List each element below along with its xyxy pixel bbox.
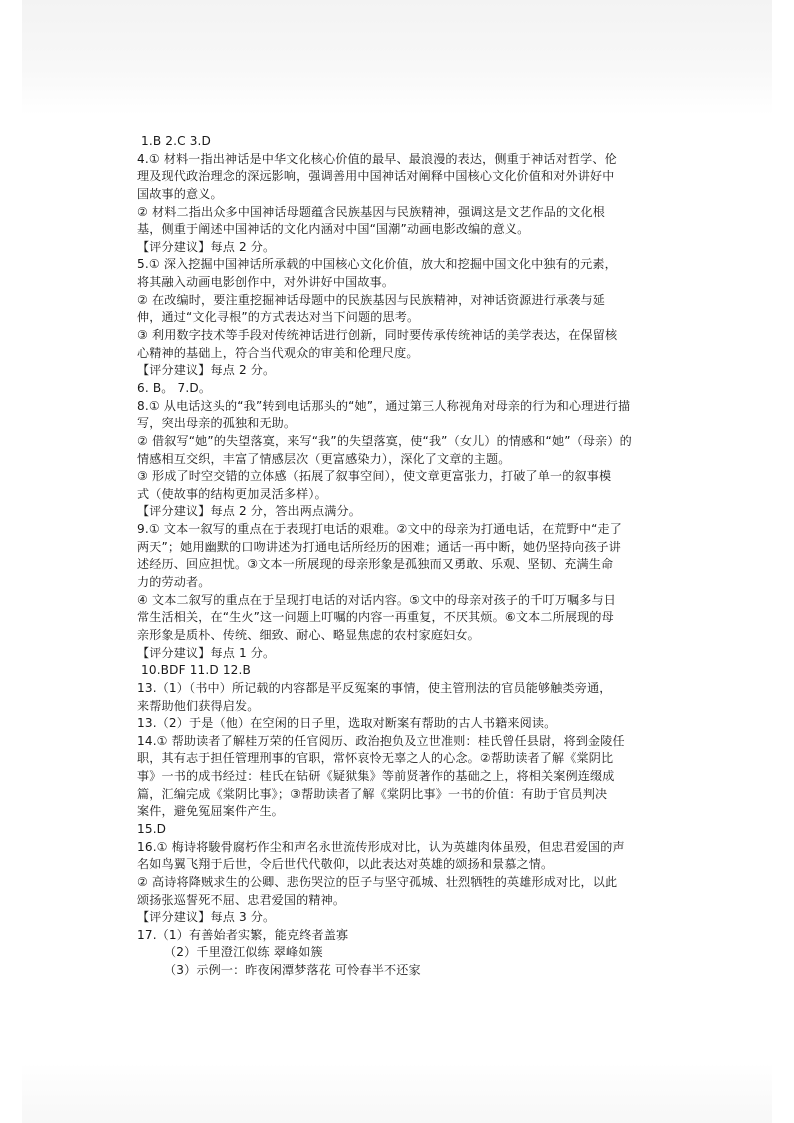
- answers-1-3: 1.B 2.C 3.D: [141, 134, 212, 148]
- answer-13-line: 来帮助他们获得启发。: [137, 698, 260, 713]
- scoring-note: 【评分建议】每点 2 分。: [137, 363, 276, 378]
- answer-9-line: 亲形象是质朴、传统、细致、耐心、略显焦虑的农村家庭妇女。: [137, 627, 480, 642]
- answer-5-line: ③ 利用数字技术等手段对传统神话进行创新，同时要传承传统神话的美学表达，在保留核: [137, 328, 618, 343]
- answer-9-line: ④ 文本二叙写的重点在于呈现打电话的对话内容。⑤文中的母亲对孩子的千叮万嘱多与日: [137, 592, 616, 607]
- scan-shading-top: [22, 0, 772, 115]
- answer-16-line: 16.① 梅诗将駿骨腐朽作尘和声名永世流传形成对比，认为英雄肉体虽殁，但忠君爱国的声: [137, 839, 625, 854]
- answer-8-line: 8.① 从电话这头的“我”转到电话那头的“她”，通过第三人称视角对母亲的行为和心理进行描: [137, 398, 631, 413]
- answer-5-line: ② 在改编时，要注重挖掘神话母题中的民族基因与民族精神，对神话资源进行承袭与延: [137, 292, 606, 307]
- answers-10-12: 10.BDF 11.D 12.B: [141, 663, 251, 678]
- scoring-note: 【评分建议】每点 1 分。: [137, 645, 276, 660]
- answer-16-line: 名如鸟翼飞翔于后世，令后世代代敬仰，以此表达对英雄的颂扬和景慕之情。: [137, 857, 554, 872]
- scan-shading-bottom: [22, 1063, 772, 1123]
- answer-5-line: 将其融入动画电影创作中，对外讲好中国故事。: [137, 275, 395, 290]
- answer-8-line: 式（使故事的结构更加灵活多样）。: [137, 486, 327, 501]
- answer-4-line: 理及现代政治理念的深远影响，强调善用中国神话对阐释中国核心文化价值和对外讲好中: [137, 169, 615, 184]
- answer-17-line: （2）千里澄江似练 翠峰如簇: [164, 945, 323, 960]
- answer-14-line: 篇，汇编完成《棠阴比事》；③帮助读者了解《棠阴比事》一书的价值：有助于官员判决: [137, 786, 608, 801]
- answer-9-line: 常生活相关，在“生火”这一问题上叮嘱的内容一再重复，不厌其烦。⑥文本二所展现的母: [137, 610, 614, 625]
- answer-9-line: 9.① 文本一叙写的重点在于表现打电话的艰难。②文中的母亲为打通电话，在荒野中“走了: [137, 522, 623, 537]
- answer-9-line: 两天”；她用幽默的口吻讲述为打通电话所经历的困难；通话一再中断，她仍坚持向孩子讲: [137, 539, 621, 554]
- answer-4-line: 4.① 材料一指出神话是中华文化核心价值的最早、最浪漫的表达，侧重于神话对哲学、伦: [137, 151, 617, 166]
- scoring-note: 【评分建议】每点 2 分，答出两点满分。: [137, 504, 361, 519]
- answer-8-line: 写，突出母亲的孤独和无助。: [137, 416, 297, 431]
- answer-14-line: 14.① 帮助读者了解桂万荣的任官阅历、政治抱负及立世准则：桂氏曾任县尉，将到金陵任: [137, 733, 625, 748]
- answer-13-line: 13.（1）（书中）所记载的内容都是平反冤案的事情，使主管刑法的官员能够触类旁通，: [137, 680, 612, 695]
- answers-6-7: 6. B。 7.D。: [137, 380, 212, 395]
- answer-9-line: 述经历、回应担忧。③文本一所展现的母亲形象是孤独而又勇敢、乐观、坚韧、充满生命: [137, 557, 614, 572]
- answer-5-line: 5.① 深入挖掘中国神话所承载的中国核心文化价值，放大和挖掘中国文化中独有的元素，: [137, 257, 617, 272]
- answer-15: 15.D: [137, 821, 167, 836]
- answer-4-line: ② 材料二指出众多中国神话母题蕴含民族基因与民族精神，强调这是文艺作品的文化根: [137, 204, 606, 219]
- answer-16-line: 颂扬张巡誓死不屈、忠君爱国的精神。: [137, 892, 346, 907]
- answer-14-line: 案件，避免冤屈案件产生。: [137, 804, 284, 819]
- answer-16-line: ② 高诗将降贼求生的公卿、悲伤哭泣的臣子与坚守孤城、壮烈牺牲的英雄形成对比，以此: [137, 874, 618, 889]
- answer-4-line: 基，侧重于阐述中国神话的文化内涵对中国“国潮”动画电影改编的意义。: [137, 222, 530, 237]
- answer-8-line: 情感相互交织，丰富了情感层次（更富感染力），深化了文章的主题。: [137, 451, 511, 466]
- answer-17-line: 17.（1）有善始者实繁，能克终者盖寡: [137, 927, 349, 942]
- answer-17-line: （3）示例一：昨夜闲潭梦落花 可怜春半不还家: [164, 963, 421, 978]
- answer-5-line: 伸，通过“文化寻根”的方式表达对当下问题的思考。: [137, 310, 420, 325]
- answer-key-document: [137, 133, 662, 980]
- scoring-note: 【评分建议】每点 3 分。: [137, 910, 276, 925]
- answer-14-line: 事》一书的成书经过：桂氏在钻研《疑狱集》等前贤著作的基础之上，将相关案例连缀成: [137, 769, 615, 784]
- answer-14-line: 职，其有志于担任管理刑事的官职，常怀哀怜无辜之人的心念。②帮助读者了解《棠阴比: [137, 751, 614, 766]
- answer-4-line: 国故事的意义。: [137, 186, 223, 201]
- answer-9-line: 力的劳动者。: [137, 575, 211, 590]
- answer-8-line: ③ 形成了时空交错的立体感（拓展了叙事空间），使文章更富张力，打破了单一的叙事模: [137, 469, 612, 484]
- answer-5-line: 心精神的基础上，符合当代观众的审美和伦理尺度。: [137, 345, 419, 360]
- scoring-note: 【评分建议】每点 2 分。: [137, 239, 276, 254]
- answer-13-line: 13.（2）于是（他）在空闲的日子里，选取对断案有帮助的古人书籍来阅读。: [137, 716, 557, 731]
- answer-8-line: ② 借叙写“她”的失望落寞，来写“我”的失望落寞，使“我”（女儿）的情感和“她”（母亲）的: [137, 433, 632, 448]
